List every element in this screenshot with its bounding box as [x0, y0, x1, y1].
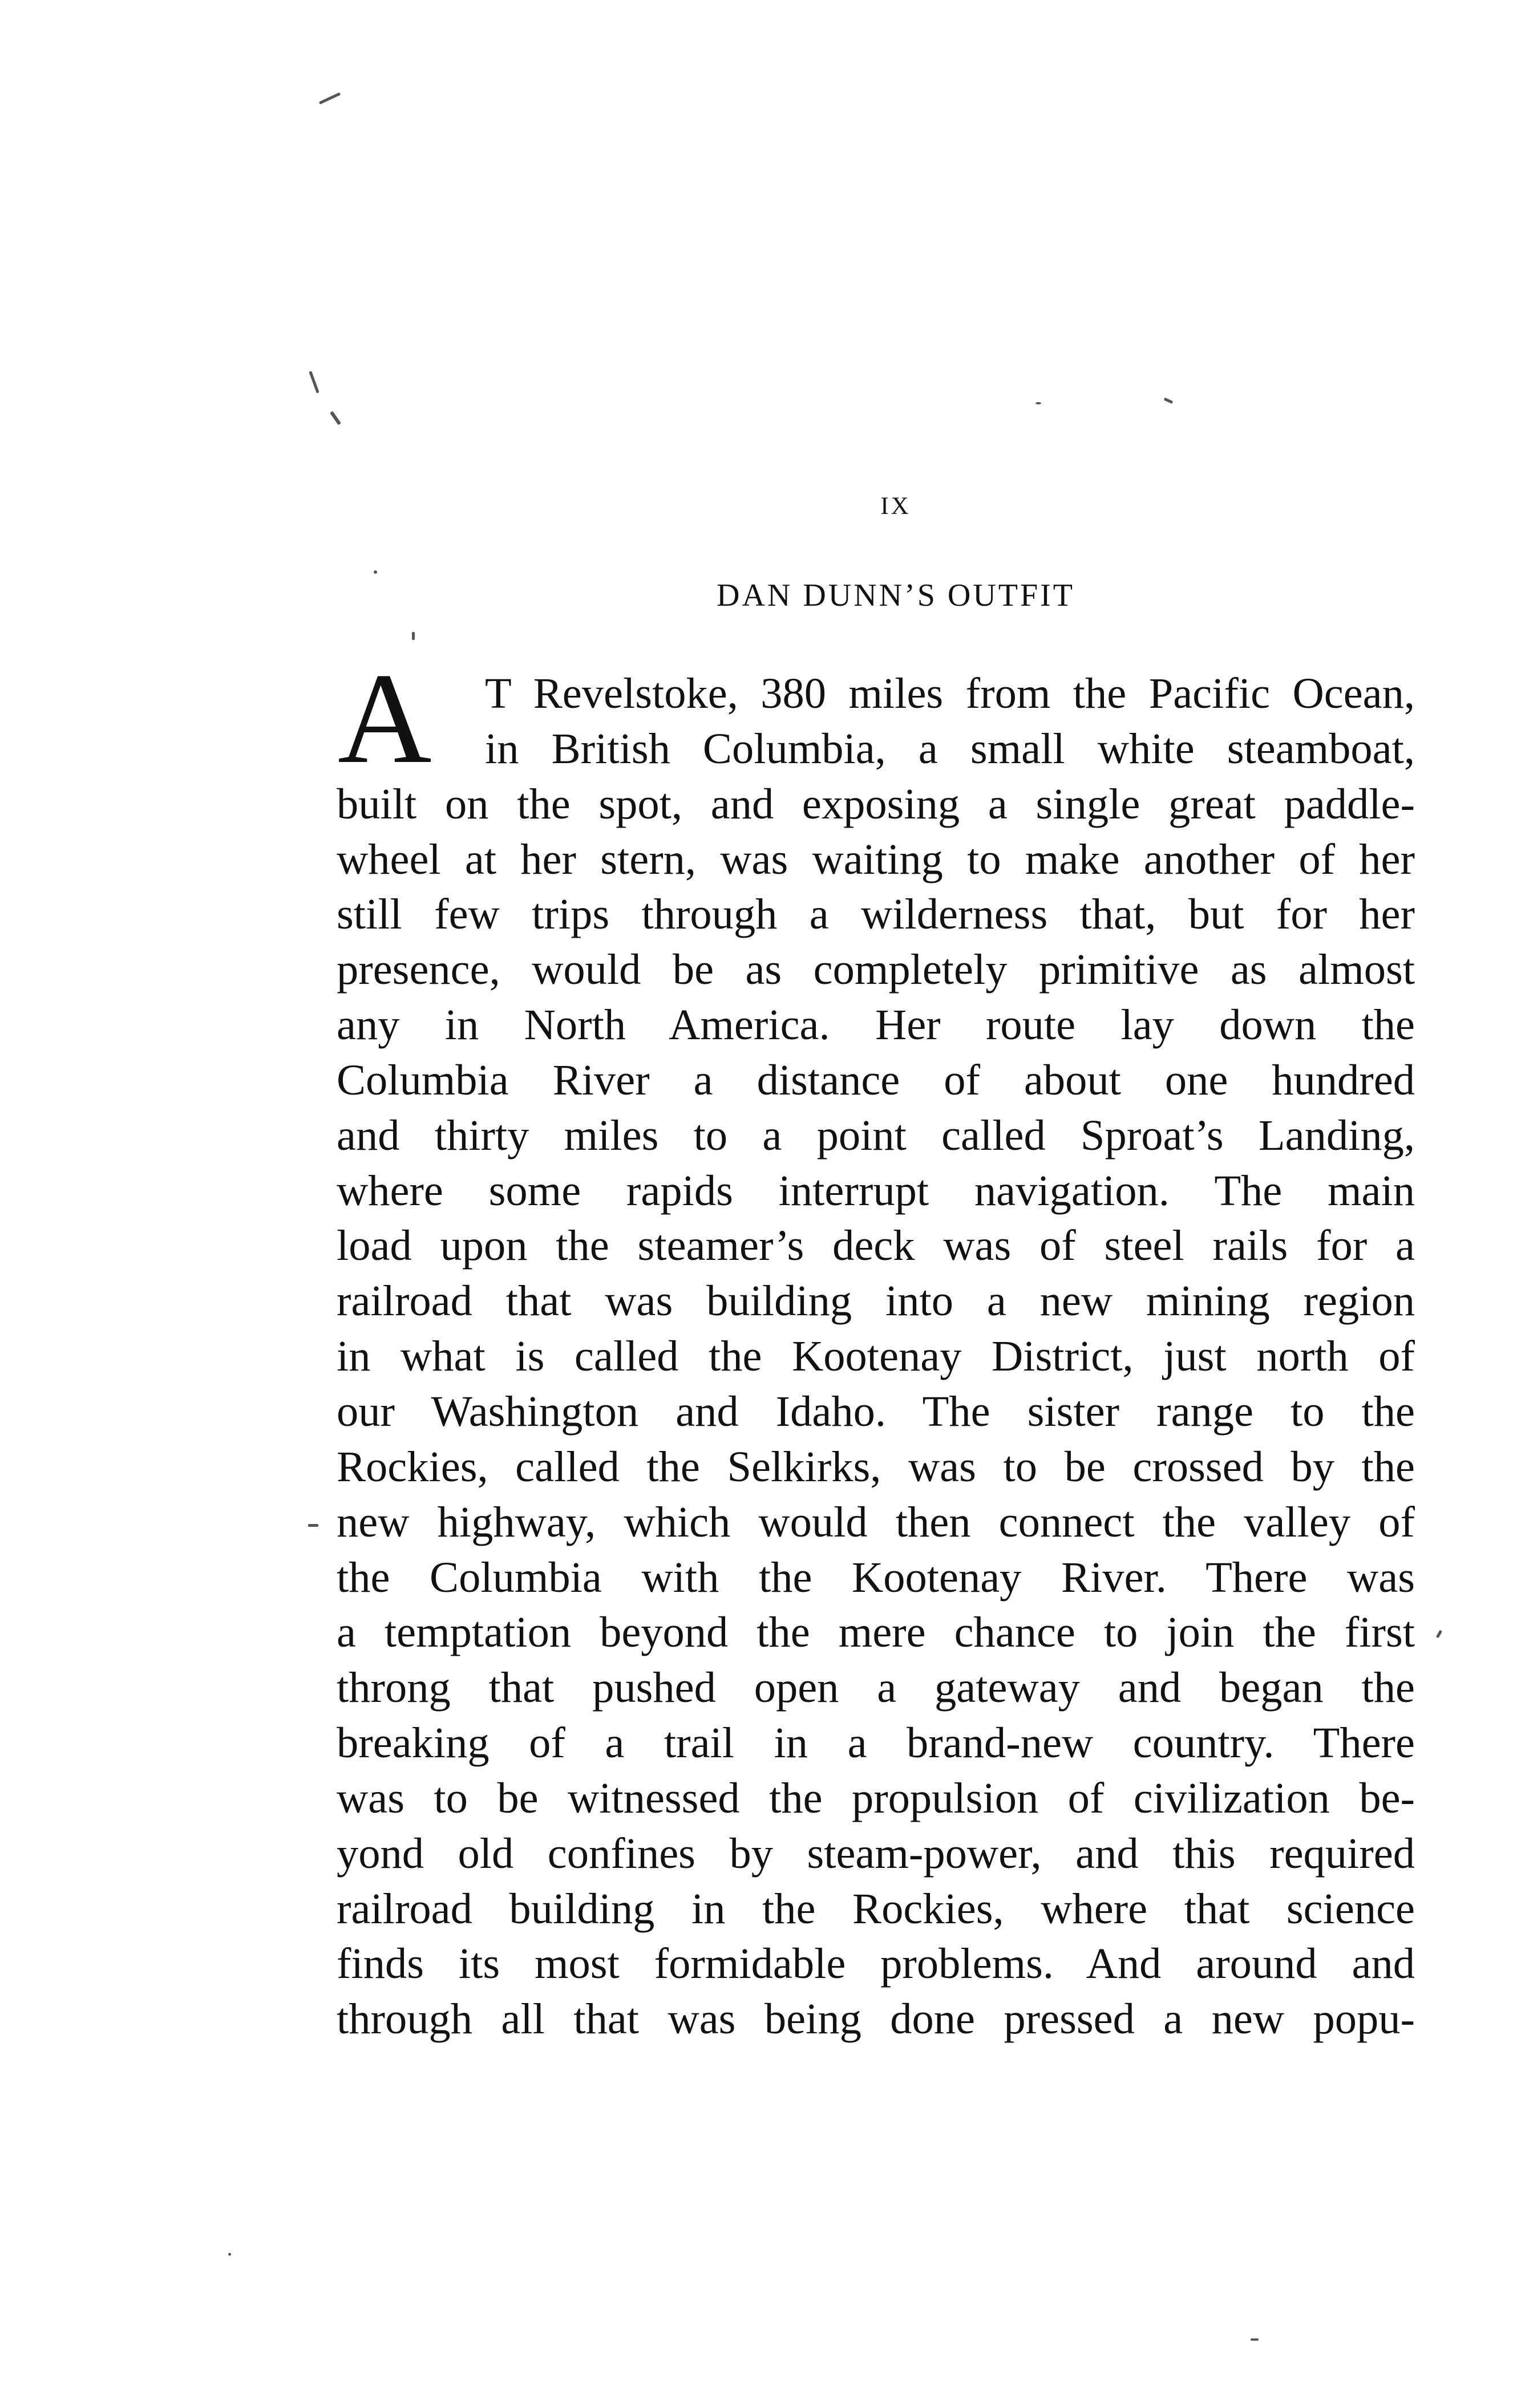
text-line: and thirty miles to a point called Sproat’s Landing,: [337, 1110, 1415, 1160]
text-line: railroad building in the Rockies, where that science: [337, 1884, 1415, 1933]
text-line: yond old confines by steam-power, and this required: [337, 1829, 1415, 1878]
text-line: finds its most formidable problems. And around and: [337, 1939, 1415, 1988]
scan-speck: [1164, 398, 1174, 404]
text-line: was to be witnessed the propulsion of civilization be-: [337, 1773, 1415, 1822]
text-line: presence, would be as completely primitive as almost: [337, 945, 1415, 994]
text-line: railroad that was building into a new mining region: [337, 1276, 1415, 1325]
text-line: wheel at her stern, was waiting to make another of her: [337, 834, 1415, 883]
text-line: in what is called the Kootenay District, just north of: [337, 1332, 1415, 1381]
text-line: still few trips through a wilderness that, but for her: [337, 890, 1415, 939]
scan-speck: [228, 2253, 231, 2256]
text-line: a temptation beyond the mere chance to join the first: [337, 1608, 1415, 1657]
text-line: built on the spot, and exposing a single great paddle-: [337, 779, 1415, 828]
chapter-number: ix: [880, 483, 911, 522]
text-line: our Washington and Idaho. The sister range to the: [337, 1387, 1415, 1436]
scan-speck: [1436, 1630, 1442, 1639]
chapter-body: [337, 666, 1415, 2047]
text-line: any in North America. Her route lay down the: [337, 1000, 1415, 1049]
text-line: T Revelstoke, 380 miles from the Pacific Ocean,: [485, 669, 1415, 717]
text-line: throng that pushed open a gateway and began the: [337, 1663, 1415, 1712]
scan-speck: [1035, 402, 1041, 404]
text-line: breaking of a trail in a brand-new country. There: [337, 1718, 1415, 1768]
text-line: Rockies, called the Selkirks, was to be crossed by the: [337, 1442, 1415, 1491]
scan-speck: [412, 632, 415, 640]
text-line: Columbia River a distance of about one hundred: [337, 1055, 1415, 1104]
text-line: new highway, which would then connect the valley of: [337, 1497, 1415, 1546]
text-line: in British Columbia, a small white steamboat,: [485, 724, 1415, 773]
scan-speck: [330, 411, 341, 425]
scan-speck: [374, 570, 377, 574]
scan-speck: [309, 371, 319, 393]
scan-speck: [308, 1524, 318, 1527]
scan-speck: [319, 92, 341, 104]
text-line: through all that was being done pressed a new popu-: [337, 1994, 1415, 2044]
text-line: where some rapids interrupt navigation. The main: [337, 1166, 1415, 1215]
text-line: the Columbia with the Kootenay River. There was: [337, 1552, 1415, 1602]
text-line: load upon the steamer’s deck was of steel rails for a: [337, 1221, 1415, 1270]
scan-speck: [1251, 2338, 1259, 2341]
drop-cap: A: [338, 647, 432, 790]
chapter-title: DAN DUNN’S OUTFIT: [717, 578, 1075, 613]
